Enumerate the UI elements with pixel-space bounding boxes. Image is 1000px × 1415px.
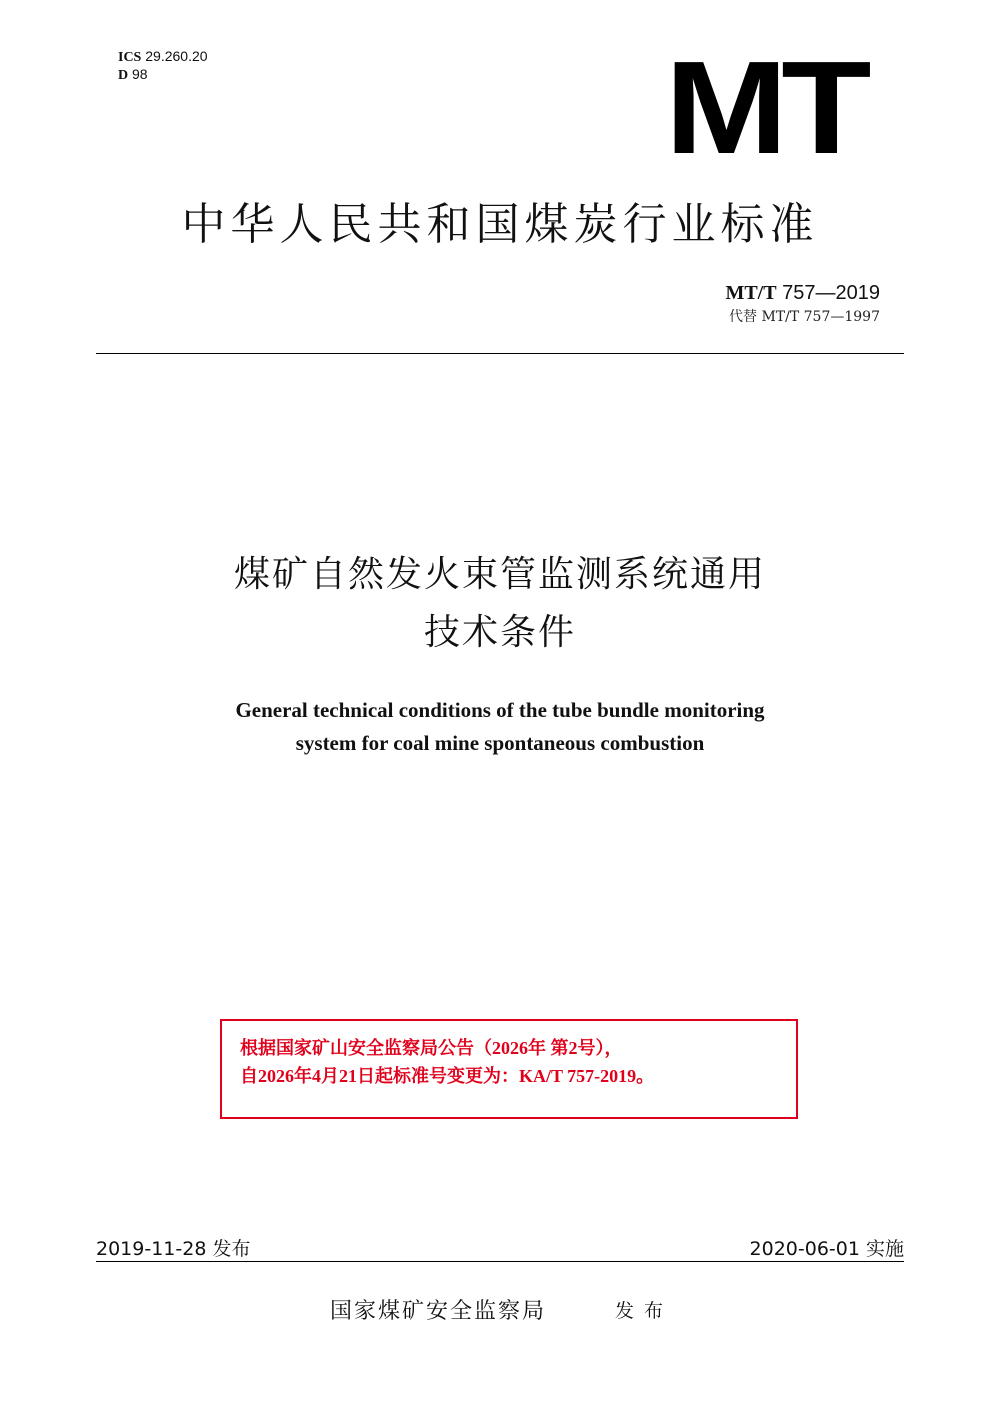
english-title-line-2: system for coal mine spontaneous combustion <box>295 731 705 755</box>
standard-number: MT/T 757—2019 <box>725 282 880 304</box>
english-title-line-1: General technical conditions of the tube bundle monitoring <box>235 698 765 722</box>
issuer-name: 国家煤矿安全监察局 <box>330 1299 547 1324</box>
implementation-date: 2020-06-01 实施 <box>749 1238 904 1260</box>
mt-logo: MT <box>664 34 865 181</box>
classification-codes <box>118 48 208 84</box>
bottom-divider <box>96 1261 904 1262</box>
issuer-action: 发布 <box>615 1300 674 1322</box>
top-divider <box>96 353 904 354</box>
header-title: 中华人民共和国煤炭行业标准 <box>181 199 819 250</box>
notice-line-1: 根据国家矿山安全监察局公告（2026年 第2号）， <box>240 1038 623 1058</box>
notice-text <box>240 1034 790 1090</box>
chinese-title-line-2: 技术条件 <box>423 612 576 653</box>
replaces-standard: 代替 MT/T 757—1997 <box>729 309 880 325</box>
chinese-title-line-1: 煤矿自然发火束管监测系统通用 <box>233 554 766 595</box>
chinese-title <box>96 546 904 662</box>
ics-code: ICS 29.260.20 <box>118 48 208 65</box>
english-title <box>96 694 904 760</box>
ccs-code: D 98 <box>118 66 148 83</box>
issue-date: 2019-11-28 发布 <box>96 1238 251 1260</box>
notice-line-2: 自2026年4月21日起标准号变更为：KA/T 757-2019。 <box>240 1066 655 1086</box>
